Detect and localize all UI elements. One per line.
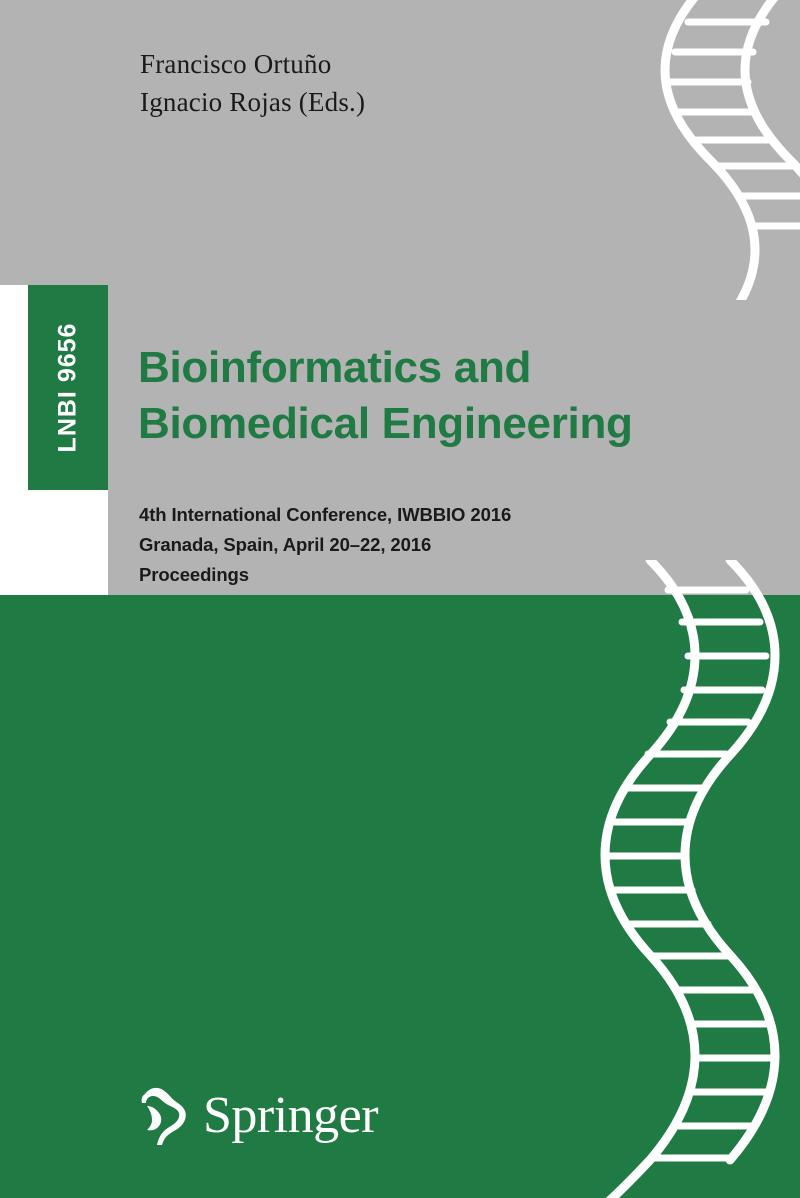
book-title	[138, 340, 758, 453]
publisher-name: Springer	[203, 1086, 379, 1144]
book-title-line-2: Biomedical Engineering	[138, 399, 633, 449]
dna-helix-icon-top	[560, 0, 800, 300]
book-subtitle	[139, 500, 739, 590]
editor-name-2: Ignacio Rojas (Eds.)	[140, 87, 366, 118]
white-strip-left	[0, 285, 28, 490]
publisher-block	[135, 1084, 378, 1146]
subtitle-line-2: Granada, Spain, April 20–22, 2016	[139, 533, 432, 555]
editors-block	[140, 45, 365, 122]
springer-horse-logo-icon	[135, 1084, 193, 1146]
subtitle-line-1: 4th International Conference, IWBBIO 2016	[139, 504, 512, 525]
white-band	[0, 490, 108, 595]
subtitle-line-3: Proceedings	[139, 563, 249, 585]
dna-helix-icon-bottom	[560, 560, 800, 1198]
series-label-text: LNBI 9656	[53, 322, 82, 453]
editor-name-1: Francisco Ortuño	[140, 49, 332, 79]
book-title-line-1: Bioinformatics and	[138, 343, 532, 392]
series-label	[28, 285, 108, 490]
